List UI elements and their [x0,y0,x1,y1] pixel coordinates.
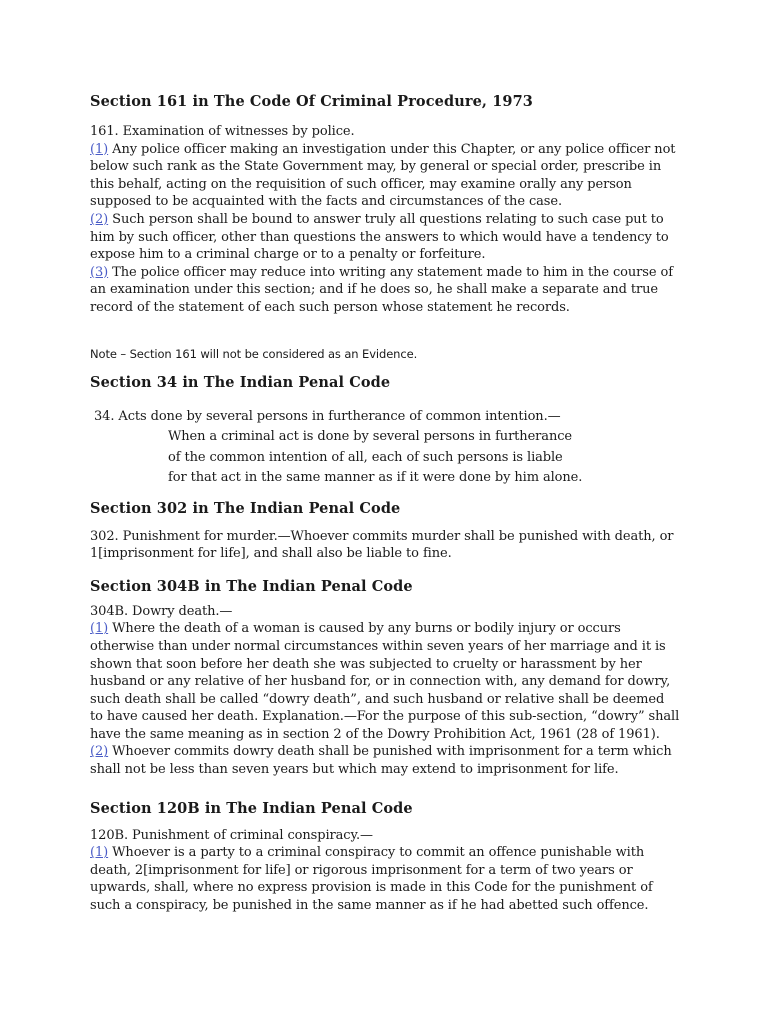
section-302-title: Section 302 in The Indian Penal Code [90,499,401,517]
clause-text: Whoever commits dowry death shall be punished with imprisonment for a term which shall not be less than seven years but which may extend to imprisonment for life. [90,744,672,778]
section-161-clause-1 [90,141,680,211]
document-page [90,92,680,915]
section-302 [90,499,680,563]
section-34-heading: 34. Acts done by several persons in furtherance of common intention.— [94,408,561,424]
section-302-text: 302. Punishment for murder.—Whoever commits murder shall be punished with death, or 1[imprisonment for life], and shall also be liable to fine. [90,528,674,562]
section-161-note: Note – Section 161 will not be considered as an Evidence. [90,346,418,361]
clause-link[interactable]: (1) [90,845,109,861]
section-304b-heading: 304B. Dowry death.— [90,603,233,619]
clause-link[interactable]: (2) [90,211,109,227]
section-34-body-line: When a criminal act is done by several persons in furtherance [168,429,572,445]
section-161-clause-2 [90,211,680,264]
clause-text: The police officer may reduce into writing any statement made to him in the course of an examination under this section; and if he does so, he shall make a separate and true record of the statement of each such person whose statement he records. [90,264,673,315]
section-34-body-line: for that act in the same manner as if it were done by him alone. [168,470,583,486]
section-161-title: Section 161 in The Code Of Criminal Procedure, 1973 [90,93,533,110]
section-304b-clause-1 [90,620,680,743]
section-161-heading: 161. Examination of witnesses by police. [90,124,355,139]
section-161-clause-3 [90,264,680,317]
section-34-title: Section 34 in The Indian Penal Code [90,373,391,391]
clause-text: Such person shall be bound to answer truly all questions relating to such case put to him by such officer, other than questions the answers to which would have a tendency to expose him to a criminal charge or to a penalty or forfeiture. [90,211,669,263]
section-161 [90,92,680,362]
section-120b [90,799,680,915]
section-120b-title: Section 120B in The Indian Penal Code [90,799,413,817]
section-120b-heading: 120B. Punishment of criminal conspiracy.— [90,827,373,843]
section-304b-clause-2 [90,743,680,778]
section-304b-title: Section 304B in The Indian Penal Code [90,577,413,595]
clause-text: Whoever is a party to a criminal conspiracy to commit an offence punishable with death, 2[imprisonment for life] or rigorous imprisonment for a term of two years or upwards, shall, where no express provision is made in this Code for the punishment of such a conspiracy, be punished in the same manner as if he had abetted such offence. [90,845,653,914]
clause-text: Any police officer making an investigation under this Chapter, or any police officer not below such rank as the State Government may, by general or special order, prescribe in this behalf, acting on the requisition of such officer, may examine orally any person supposed to be acquainted with the facts and circumstances of the case. [90,141,676,210]
section-120b-clause-1 [90,844,680,914]
clause-link[interactable]: (2) [90,744,109,760]
clause-link[interactable]: (1) [90,141,109,157]
clause-link[interactable]: (3) [90,264,109,280]
section-34 [90,373,680,489]
clause-text: Where the death of a woman is caused by any burns or bodily injury or occurs otherwise than under normal circumstances within seven years of her marriage and it is shown that soon before her death she was subjected to cruelty or harassment by her husband or any relative of her husband for, or in connection with, any demand for dowry, such death shall be called “dowry death”, and such husband or relative shall be deemed to have caused her death. Explanation.—For the purpose of this sub-section, “dowry” shall have the same meaning as in section 2 of the Dowry Prohibition Act, 1961 (28 of 1961). [90,621,680,742]
section-304b [90,577,680,779]
clause-link[interactable]: (1) [90,621,109,637]
section-34-body-line: of the common intention of all, each of such persons is liable [168,449,563,465]
